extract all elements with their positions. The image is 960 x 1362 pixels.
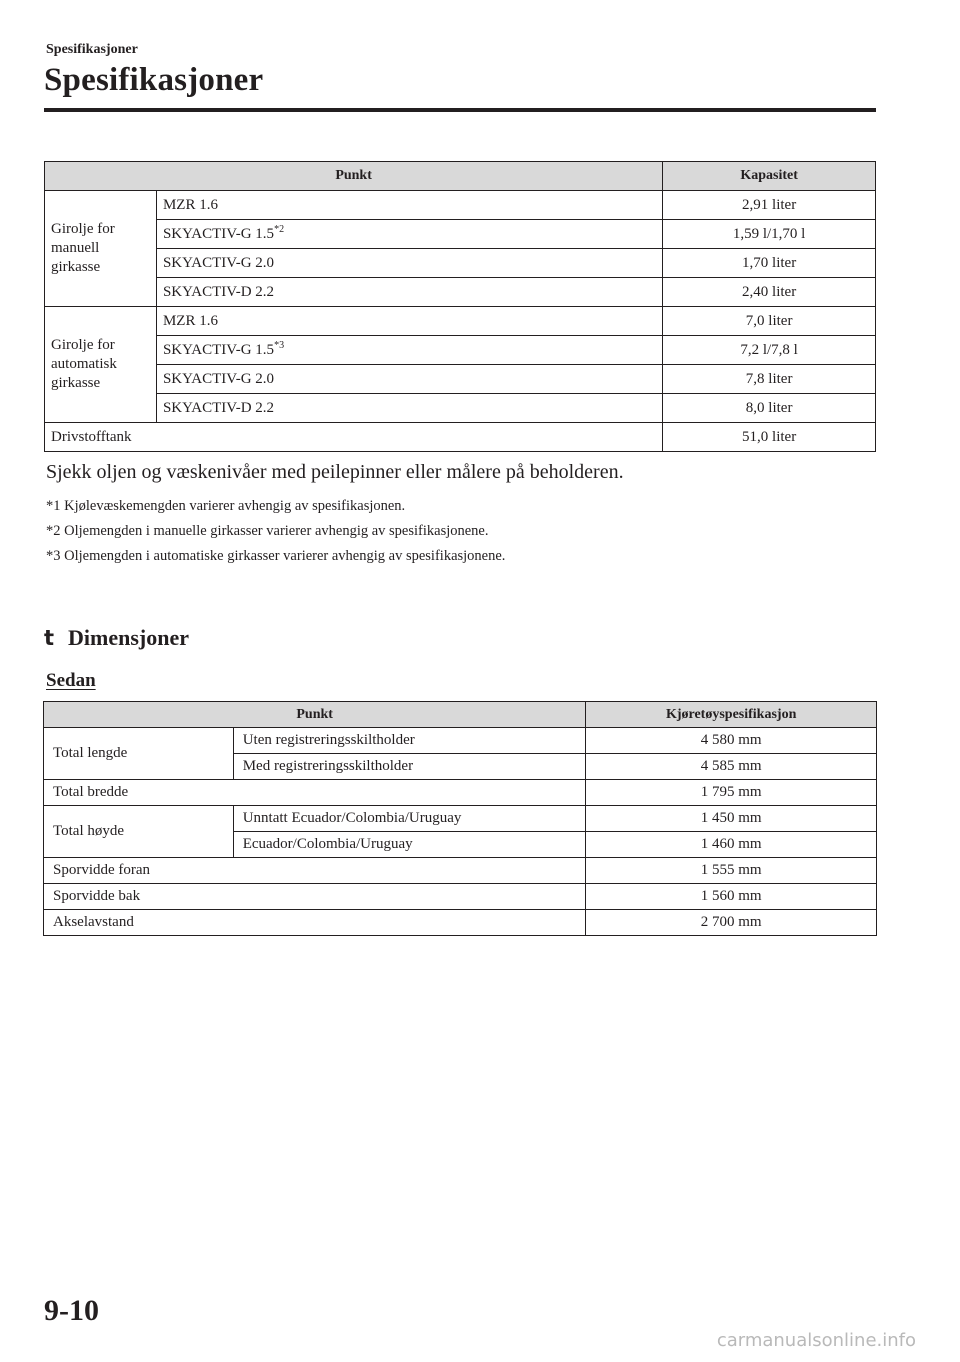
table-row bbox=[45, 249, 876, 278]
group-manual-transmission: Girolje for manuell girkasse bbox=[45, 191, 157, 307]
section-label: Spesifikasjoner bbox=[46, 42, 138, 57]
value-cell: 2,91 liter bbox=[663, 191, 876, 220]
footnote-2: *2 Oljemengden i manuelle girkasser varierer avhengig av spesifikasjonene. bbox=[46, 523, 489, 539]
track-front-label: Sporvidde foran bbox=[44, 858, 586, 884]
footnote-3: *3 Oljemengden i automatiske girkasser varierer avhengig av spesifikasjonene. bbox=[46, 548, 506, 564]
table-row bbox=[45, 423, 876, 452]
value-cell: 7,2 l/7,8 l bbox=[663, 336, 876, 365]
footnote-1: *1 Kjølevæskemengden varierer avhengig av spesifikasjonen. bbox=[46, 498, 406, 514]
value-cell: 4 585 mm bbox=[586, 754, 877, 780]
engine-cell: SKYACTIV-G 2.0 bbox=[156, 365, 662, 394]
value-cell: 4 580 mm bbox=[586, 728, 877, 754]
engine-cell: SKYACTIV-D 2.2 bbox=[156, 278, 662, 307]
dimensions-heading bbox=[44, 625, 189, 651]
table-row bbox=[44, 728, 877, 754]
value-cell: 2,40 liter bbox=[663, 278, 876, 307]
capacity-table bbox=[44, 161, 876, 452]
table-row bbox=[45, 307, 876, 336]
group-automatic-transmission: Girolje for automatisk girkasse bbox=[45, 307, 157, 423]
table-row bbox=[45, 394, 876, 423]
table-row bbox=[45, 365, 876, 394]
engine-cell: SKYACTIV-G 1.5$^{*3}$ bbox=[156, 336, 662, 365]
value-cell: 7,0 liter bbox=[663, 307, 876, 336]
fuel-tank-label: Drivstofftank bbox=[45, 423, 663, 452]
section-bullet-icon: t bbox=[44, 626, 55, 650]
title-rule bbox=[44, 108, 876, 112]
table-header-row bbox=[44, 702, 877, 728]
sedan-subheading: Sedan bbox=[46, 670, 96, 691]
header-punkt: Punkt bbox=[44, 702, 586, 728]
variant-cell: Uten registreringsskiltholder bbox=[233, 728, 586, 754]
total-height-label: Total høyde bbox=[44, 806, 234, 858]
page-title: Spesifikasjoner bbox=[44, 62, 264, 98]
fuel-tank-value: 51,0 liter bbox=[663, 423, 876, 452]
table-row bbox=[44, 910, 877, 936]
table-row bbox=[44, 884, 877, 910]
value-cell: 8,0 liter bbox=[663, 394, 876, 423]
value-cell: 1,70 liter bbox=[663, 249, 876, 278]
header-punkt: Punkt bbox=[45, 162, 663, 191]
total-length-label: Total lengde bbox=[44, 728, 234, 780]
engine-cell: MZR 1.6 bbox=[156, 191, 662, 220]
track-rear-label: Sporvidde bak bbox=[44, 884, 586, 910]
table-row bbox=[45, 220, 876, 249]
variant-cell: Ecuador/Colombia/Uruguay bbox=[233, 832, 586, 858]
variant-cell: Med registreringsskiltholder bbox=[233, 754, 586, 780]
value-cell: 1,59 l/1,70 l bbox=[663, 220, 876, 249]
engine-cell: SKYACTIV-G 2.0 bbox=[156, 249, 662, 278]
total-width-label: Total bredde bbox=[44, 780, 586, 806]
table-row bbox=[44, 858, 877, 884]
watermark-link[interactable]: carmanualsonline.info bbox=[716, 1330, 916, 1351]
variant-cell: Unntatt Ecuador/Colombia/Uruguay bbox=[233, 806, 586, 832]
value-cell: 2 700 mm bbox=[586, 910, 877, 936]
table-row bbox=[45, 191, 876, 220]
table-row bbox=[44, 806, 877, 832]
engine-cell: MZR 1.6 bbox=[156, 307, 662, 336]
value-cell: 1 450 mm bbox=[586, 806, 877, 832]
value-cell: 1 795 mm bbox=[586, 780, 877, 806]
value-cell: 7,8 liter bbox=[663, 365, 876, 394]
header-kapasitet: Kapasitet bbox=[663, 162, 876, 191]
wheelbase-label: Akselavstand bbox=[44, 910, 586, 936]
page-number: 9-10 bbox=[44, 1294, 99, 1327]
value-cell: 1 555 mm bbox=[586, 858, 877, 884]
footnote-ref: *2 bbox=[274, 223, 285, 235]
table-row bbox=[45, 278, 876, 307]
dimensions-table bbox=[43, 701, 877, 936]
value-cell: 1 560 mm bbox=[586, 884, 877, 910]
header-vehicle-spec: Kjøretøyspesifikasjon bbox=[586, 702, 877, 728]
engine-cell: SKYACTIV-G 1.5$^{*2}$ bbox=[156, 220, 662, 249]
engine-cell: SKYACTIV-D 2.2 bbox=[156, 394, 662, 423]
value-cell: 1 460 mm bbox=[586, 832, 877, 858]
footnote-ref: *3 bbox=[274, 339, 285, 351]
table-header-row bbox=[45, 162, 876, 191]
dimensions-title: Dimensjoner bbox=[68, 625, 190, 650]
check-note: Sjekk oljen og væskenivåer med peilepinner eller målere på beholderen. bbox=[46, 461, 624, 483]
table-row bbox=[45, 336, 876, 365]
table-row bbox=[44, 780, 877, 806]
